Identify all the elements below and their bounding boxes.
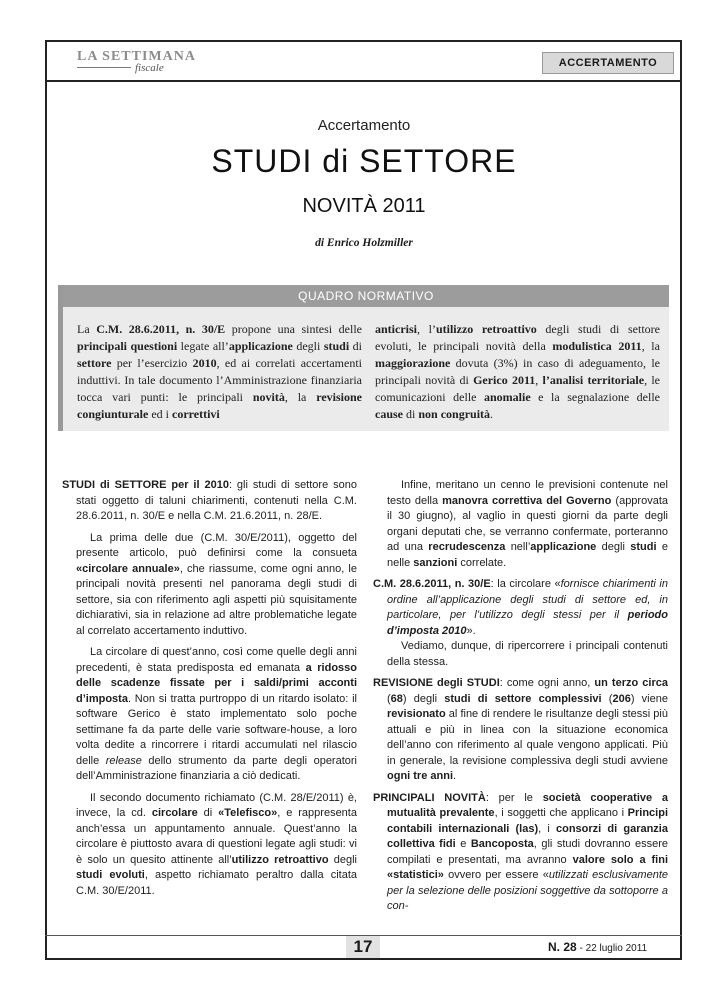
magazine-logo-subtitle: fiscale bbox=[135, 62, 164, 74]
body-left-column bbox=[62, 478, 357, 905]
paragraph-ritardi: La circolare di quest’anno, così come quelle degli anni precedenti, è stata predisposta ed emanata a ridosso delle scadenze fissate per i saldi/primi acconti d’imposta. Non si tratta purtroppo di un ritardo isolato: il software Gerico è stato implementato solo poche settimane fa da parte delle varie software-house, a loro volta dedite a rincorrere i ritardi accumulati nel rilascio delle release dello strumento da parte degli operatori dell’Amministrazione finanziaria a ciò dedicati. bbox=[76, 646, 358, 782]
summary-left-text: La C.M. 28.6.2011, n. 30/E propone una sintesi delle principali questioni legate all’applicazione degli studi di settore per l’esercizio 2010, ed ai correlati accertamenti induttivi. In tale documento l’Amministrazione finanziaria tocca vari punti: le principali novità, la revisione congiunturale ed i correttivi bbox=[77, 322, 363, 421]
issue-info: N. 28 - 22 luglio 2011 bbox=[548, 940, 648, 954]
paragraph-revisione: REVISIONE degli STUDI: come ogni anno, un terzo circa (68) degli studi di settore complessivi (206) viene revisionato al fine di rendere le risultanze degli stessi più attuali e più in linea con la situazione economica dell’anno con riferimento al quale vengono applicati. Più in generale, la revisione complessiva degli studi avviene ogni tre anni. bbox=[373, 677, 668, 782]
paragraph-cm-30e: C.M. 28.6.2011, n. 30/E: la circolare «fornisce chiarimenti in ordine all’applicazione degli studi di settore ed, in particolare, per l’utilizzo degli stessi per il periodo d’imposta 2010». Vediamo, dunque, di ripercorrere i principali contenuti della stessa. bbox=[373, 578, 668, 668]
body-right-column bbox=[373, 478, 668, 921]
paragraph-principali-novita: PRINCIPALI NOVITÀ: per le società cooperative a mutualità prevalente, i soggetti che applicano i Principi contabili internazionali (las), i consorzi di garanzia collettiva fidi e Bancoposta, gli studi dovranno essere compilati e presentati, ma avranno valore solo a fini «statistici» ovvero per essere «utilizzati esclusivamente per la selezione delle posizioni soggettive da sottoporre a con- bbox=[373, 791, 668, 912]
summary-box-heading: QUADRO NORMATIVO bbox=[63, 285, 669, 307]
article-kicker: Accertamento bbox=[317, 117, 411, 134]
paragraph-studi-2010: STUDI di SETTORE per il 2010: gli studi di settore sono stati oggetto di taluni chiarimenti, contenuti nella C.M. 28.6.2011, n. 30/E e nella C.M. 21.6.2011, n. 28/E. bbox=[62, 479, 357, 522]
header-divider bbox=[45, 80, 682, 82]
page-header bbox=[45, 44, 682, 82]
article-subtitle: NOVITÀ 2011 bbox=[302, 195, 426, 217]
paragraph-circolare-annuale: La prima delle due (C.M. 30/E/2011), oggetto del presente articolo, può definirsi come la consueta «circolare annuale», che riassume, come ogni anno, le principali novità presenti nel panorama degli studi di settore, sia con riferimento agli aspetti più squisitamente dichiarativi, sia in relazione ad altre problematiche legate al correlato accertamento induttivo. bbox=[76, 531, 357, 637]
logo-divider bbox=[77, 67, 131, 68]
paragraph-telefisco: Il secondo documento richiamato (C.M. 28/E/2011) è, invece, la cd. circolare di «Telefisco», e rappresenta anch’essa un appuntamento annuale. Quest’anno la circolare è piuttosto avara di questioni legate agli studi: vi è solo un quesito attinente all’utilizzo retroattivo degli studi evoluti, aspetto richiamato peraltro dalla citata C.M. 30/E/2011. bbox=[76, 791, 358, 897]
article-byline: di Enrico Holzmiller bbox=[315, 237, 413, 249]
summary-right-text: anticrisi, l’utilizzo retroattivo degli studi di settore evoluti, le principali novità della modulistica 2011, la maggiorazione dovuta (3%) in caso di adeguamento, le principali novità di Gerico 2011, l’analisi territoriale, le comunicazioni delle anomalie e la segnalazione delle cause di non congruità. bbox=[375, 322, 660, 421]
magazine-logo: LA SETTIMANA bbox=[77, 49, 196, 64]
article-title: STUDI di SETTORE bbox=[211, 143, 517, 179]
paragraph-manovra: Infine, meritano un cenno le previsioni contenute nel testo della manovra correttiva del Governo (approvata il 30 giugno), al vaglio in questi giorni da parte degli organi deputati che, se verranno confermate, porteranno ad una recrudescenza nell’applicazione degli studi e nelle sanzioni correlate. bbox=[387, 479, 668, 569]
summary-box bbox=[58, 285, 669, 431]
page-number: 17 bbox=[346, 936, 380, 958]
section-tag: ACCERTAMENTO bbox=[542, 52, 674, 74]
